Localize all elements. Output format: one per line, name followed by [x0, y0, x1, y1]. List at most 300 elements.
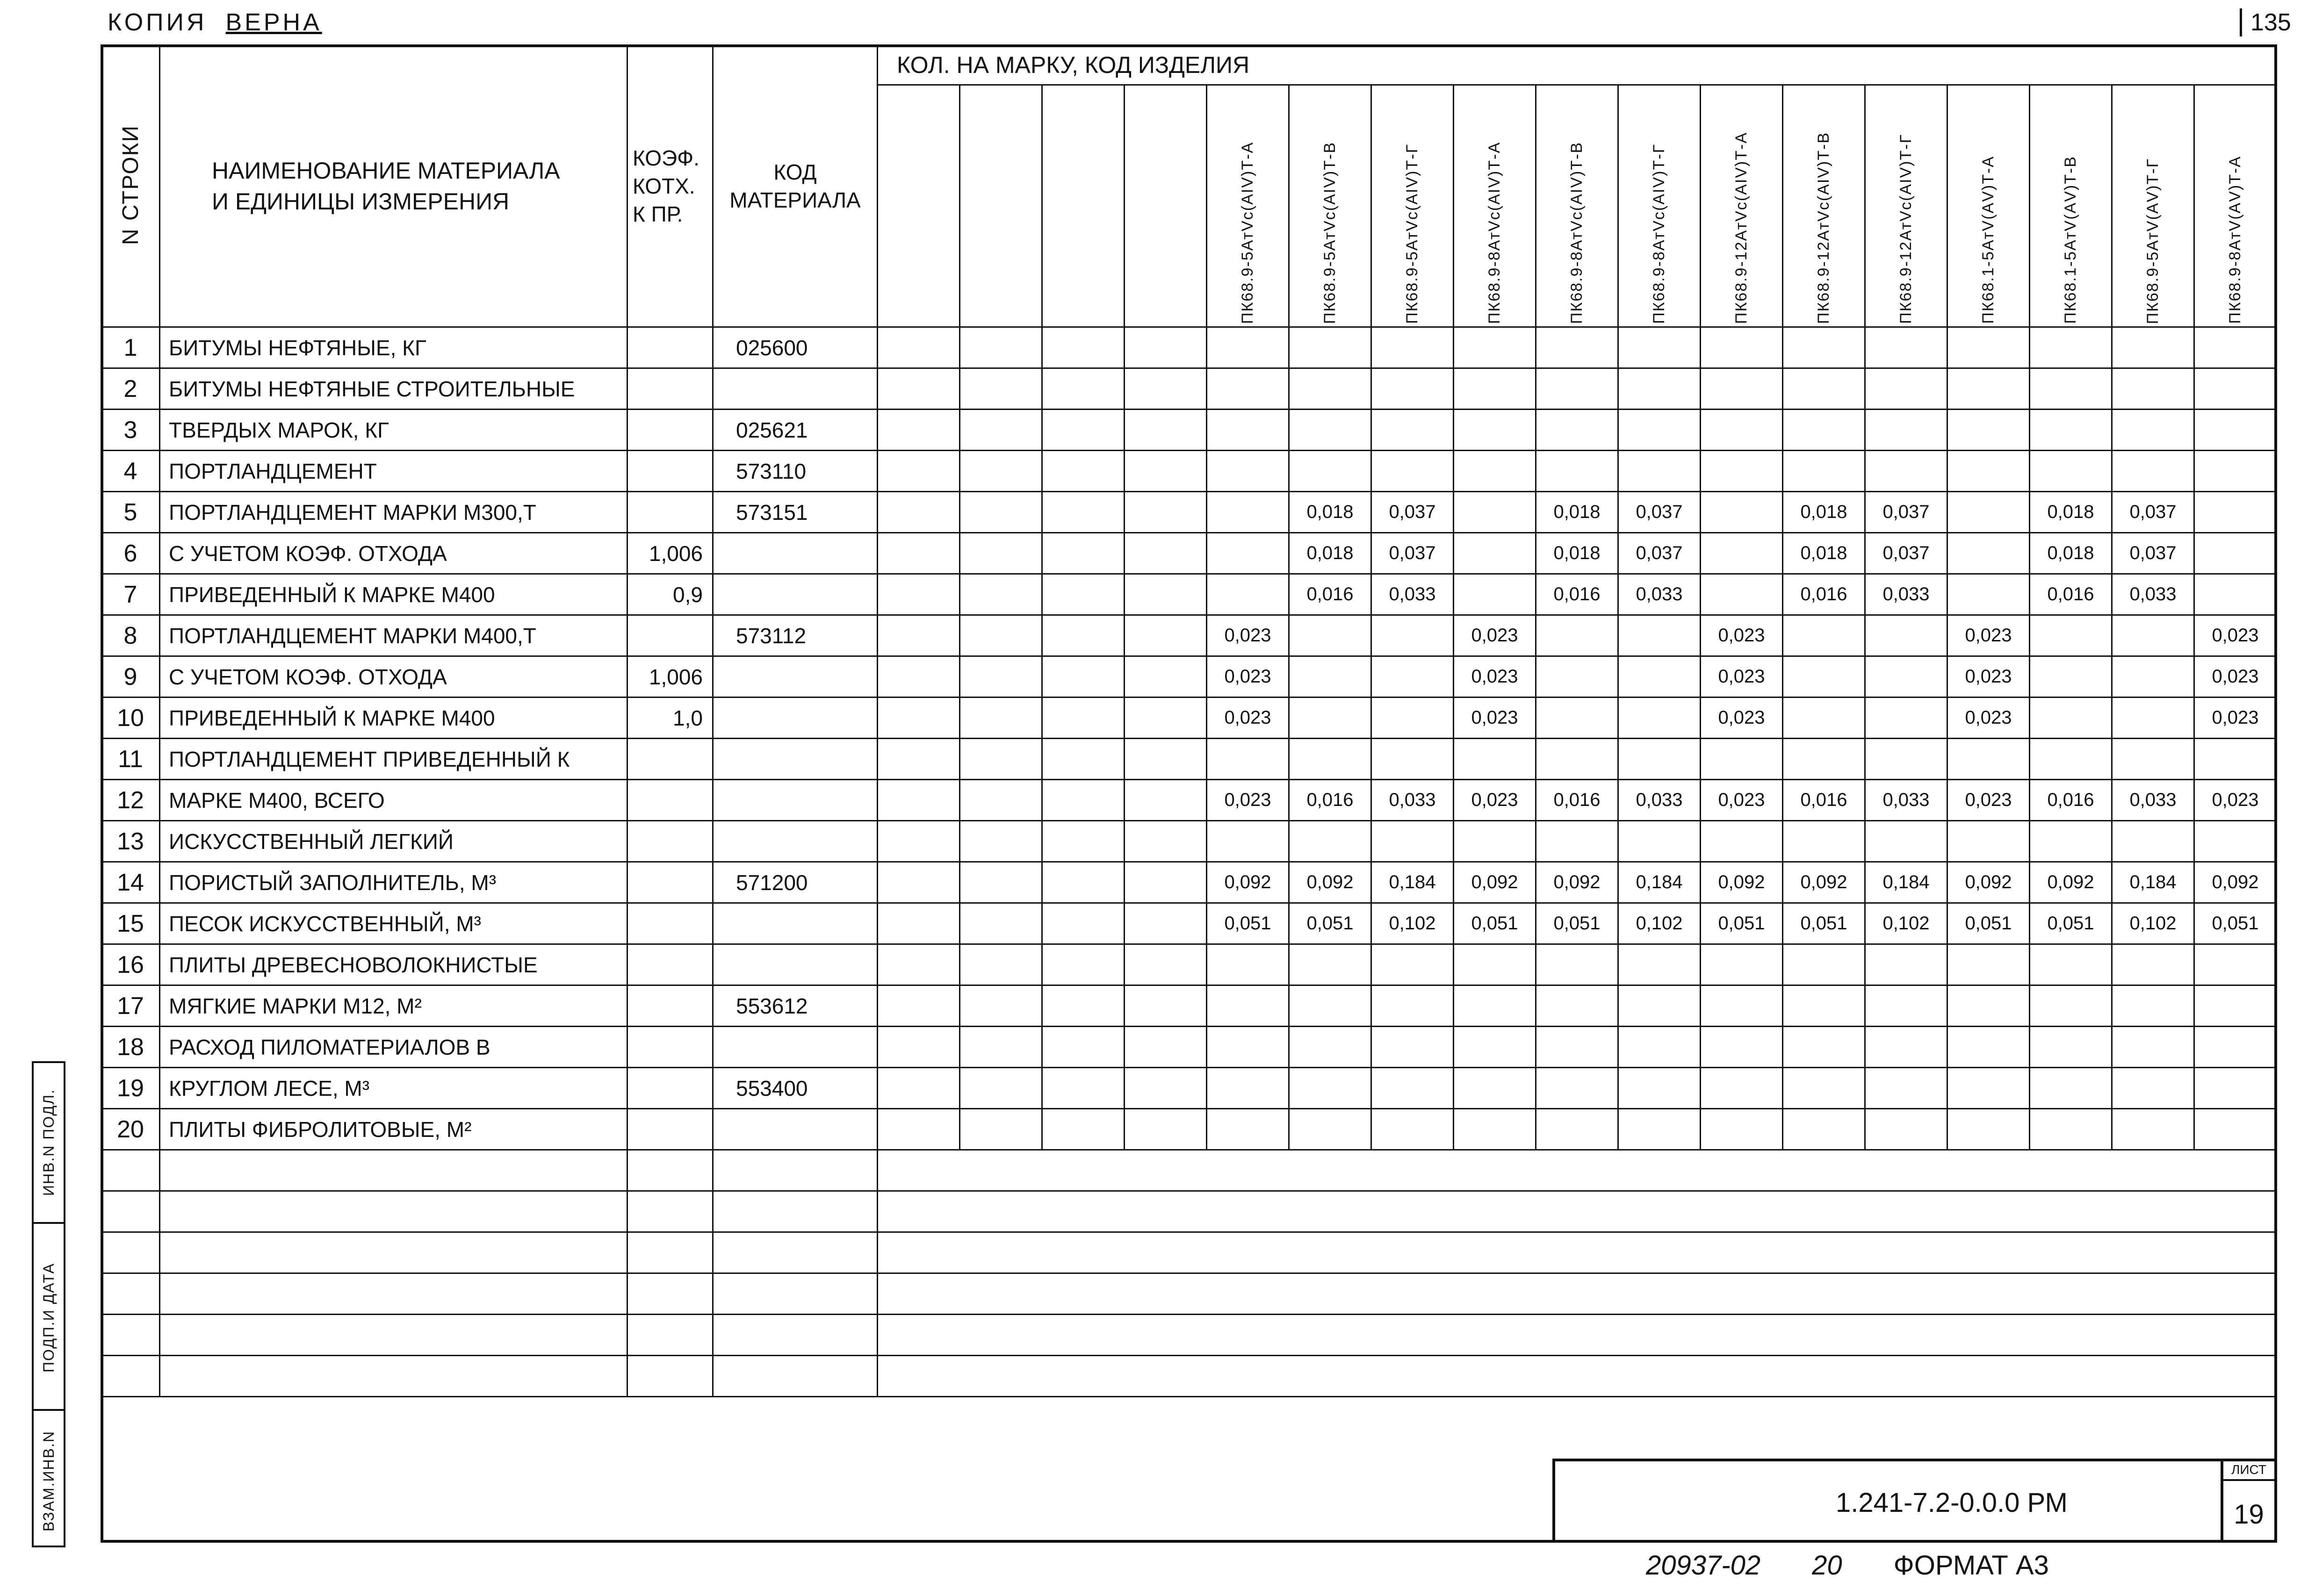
- product-col-blank: [1042, 85, 1125, 327]
- qty-blank-cell: [1125, 1068, 1207, 1109]
- qty-cell: 0,037: [1618, 492, 1701, 533]
- qty-cell: [1783, 985, 1865, 1027]
- qty-cell: [1289, 944, 1371, 985]
- qty-cell: [1701, 1027, 1783, 1068]
- empty-cell: [1701, 1356, 1783, 1397]
- empty-cell: [627, 1356, 713, 1397]
- qty-cell: [1701, 368, 1783, 410]
- empty-cell: [960, 1273, 1042, 1315]
- material-code: [713, 574, 878, 615]
- header-koef: [627, 45, 713, 327]
- qty-blank-cell: [960, 985, 1042, 1027]
- empty-cell: [627, 1191, 713, 1232]
- qty-cell: [1536, 656, 1618, 697]
- qty-cell: [2030, 697, 2112, 739]
- qty-cell: [1947, 1068, 2030, 1109]
- empty-cell: [1371, 1273, 1454, 1315]
- qty-blank-cell: [1125, 492, 1207, 533]
- table-row: [101, 1068, 2277, 1109]
- table-row: [101, 656, 2277, 697]
- empty-cell: [1618, 1315, 1701, 1356]
- qty-cell: 0,018: [1783, 533, 1865, 574]
- qty-cell: [1289, 1109, 1371, 1150]
- qty-cell: [1289, 656, 1371, 697]
- qty-cell: [1536, 410, 1618, 451]
- materials-table: [101, 44, 2277, 1397]
- qty-cell: [1865, 327, 1947, 368]
- qty-blank-cell: [960, 1027, 1042, 1068]
- empty-cell: [1947, 1315, 2030, 1356]
- qty-blank-cell: [878, 368, 960, 410]
- table-row: [101, 1027, 2277, 1068]
- empty-cell: [1618, 1232, 1701, 1273]
- qty-blank-cell: [878, 821, 960, 862]
- table-row-empty: [101, 1273, 2277, 1315]
- qty-blank-cell: [960, 574, 1042, 615]
- empty-cell: [2112, 1356, 2194, 1397]
- qty-cell: [1701, 327, 1783, 368]
- empty-cell: [1947, 1150, 2030, 1191]
- qty-cell: 0,023: [2194, 656, 2277, 697]
- product-code-text: ПК68.9-5АтVс(АIV)Т-А: [1239, 141, 1256, 324]
- material-code: 571200: [713, 862, 878, 903]
- empty-cell: [101, 1315, 160, 1356]
- table-row-empty: [101, 1232, 2277, 1273]
- row-number: 2: [101, 368, 160, 410]
- empty-cell: [1371, 1315, 1454, 1356]
- qty-blank-cell: [878, 615, 960, 656]
- qty-cell: [1865, 1027, 1947, 1068]
- qty-cell: [2030, 821, 2112, 862]
- qty-cell: [1618, 944, 1701, 985]
- empty-cell: [1454, 1356, 1536, 1397]
- qty-cell: [1371, 1068, 1454, 1109]
- product-code-text: ПК68.9-8АтVс(АIV)Т-В: [1568, 141, 1586, 324]
- copy-note: [108, 8, 322, 36]
- qty-cell: [1371, 697, 1454, 739]
- qty-blank-cell: [1125, 903, 1207, 944]
- qty-cell: 0,018: [1536, 492, 1618, 533]
- product-code-text: ПК68.1-5АтV(АV)Т-В: [2062, 156, 2079, 324]
- qty-cell: [1865, 697, 1947, 739]
- material-name: ПОРТЛАНДЦЕМЕНТ ПРИВЕДЕННЫЙ К: [160, 739, 627, 780]
- qty-cell: 0,033: [1618, 780, 1701, 821]
- koef-value: [627, 862, 713, 903]
- qty-cell: 0,016: [1536, 574, 1618, 615]
- empty-cell: [101, 1232, 160, 1273]
- empty-cell: [2030, 1356, 2112, 1397]
- qty-blank-cell: [1125, 410, 1207, 451]
- qty-cell: [1371, 410, 1454, 451]
- qty-cell: 0,023: [1701, 656, 1783, 697]
- empty-cell: [713, 1191, 878, 1232]
- empty-cell: [713, 1232, 878, 1273]
- product-code-header: [1701, 85, 1783, 327]
- copy-note-label: КОПИЯ: [108, 9, 207, 36]
- qty-cell: [1207, 574, 1289, 615]
- table-row: [101, 821, 2277, 862]
- qty-blank-cell: [1042, 1068, 1125, 1109]
- qty-cell: 0,037: [1865, 533, 1947, 574]
- row-number: 12: [101, 780, 160, 821]
- qty-cell: [1207, 492, 1289, 533]
- footer: [1646, 1550, 2100, 1581]
- empty-cell: [1536, 1356, 1618, 1397]
- product-code-header: [1454, 85, 1536, 327]
- material-name: БИТУМЫ НЕФТЯНЫЕ СТРОИТЕЛЬНЫЕ: [160, 368, 627, 410]
- qty-blank-cell: [1125, 368, 1207, 410]
- material-name: ТВЕРДЫХ МАРОК, КГ: [160, 410, 627, 451]
- qty-cell: [1618, 697, 1701, 739]
- qty-cell: [1865, 615, 1947, 656]
- material-code: 573110: [713, 451, 878, 492]
- qty-blank-cell: [960, 1068, 1042, 1109]
- qty-cell: 0,102: [2112, 903, 2194, 944]
- empty-cell: [1125, 1232, 1207, 1273]
- empty-cell: [1454, 1232, 1536, 1273]
- qty-cell: [2030, 656, 2112, 697]
- qty-blank-cell: [1042, 903, 1125, 944]
- side-stamp-inv-no-text: ИНВ.N ПОДЛ.: [40, 1089, 57, 1196]
- qty-blank-cell: [960, 1109, 1042, 1150]
- empty-cell: [878, 1150, 960, 1191]
- qty-cell: [1371, 656, 1454, 697]
- qty-cell: 0,051: [1454, 903, 1536, 944]
- qty-blank-cell: [960, 780, 1042, 821]
- empty-cell: [960, 1356, 1042, 1397]
- empty-cell: [1371, 1232, 1454, 1273]
- empty-cell: [960, 1232, 1042, 1273]
- qty-cell: 0,051: [1207, 903, 1289, 944]
- qty-cell: [1783, 327, 1865, 368]
- qty-cell: [1207, 985, 1289, 1027]
- row-number: 15: [101, 903, 160, 944]
- qty-cell: [1536, 944, 1618, 985]
- qty-blank-cell: [1125, 697, 1207, 739]
- row-number: 8: [101, 615, 160, 656]
- material-name: МАРКЕ М400, ВСЕГО: [160, 780, 627, 821]
- koef-value: [627, 615, 713, 656]
- table-row: [101, 862, 2277, 903]
- qty-cell: [2112, 451, 2194, 492]
- qty-cell: 0,102: [1865, 903, 1947, 944]
- product-code-header: [1207, 85, 1289, 327]
- qty-cell: [1701, 821, 1783, 862]
- qty-cell: 0,102: [1371, 903, 1454, 944]
- qty-cell: [2112, 410, 2194, 451]
- row-number: 7: [101, 574, 160, 615]
- qty-cell: 0,102: [1618, 903, 1701, 944]
- qty-cell: [1783, 1027, 1865, 1068]
- empty-cell: [1207, 1232, 1289, 1273]
- qty-cell: [2112, 615, 2194, 656]
- koef-value: [627, 821, 713, 862]
- qty-cell: [1618, 451, 1701, 492]
- empty-cell: [1289, 1232, 1371, 1273]
- qty-cell: [2194, 451, 2277, 492]
- qty-cell: 0,023: [2194, 780, 2277, 821]
- empty-cell: [1125, 1315, 1207, 1356]
- qty-cell: [1536, 1068, 1618, 1109]
- empty-cell: [1454, 1150, 1536, 1191]
- material-code: [713, 739, 878, 780]
- empty-cell: [1536, 1273, 1618, 1315]
- empty-cell: [1947, 1273, 2030, 1315]
- empty-cell: [160, 1273, 627, 1315]
- qty-cell: 0,051: [1947, 903, 2030, 944]
- qty-cell: 0,018: [1536, 533, 1618, 574]
- qty-cell: [1454, 574, 1536, 615]
- material-code: [713, 1027, 878, 1068]
- qty-cell: 0,018: [1289, 533, 1371, 574]
- qty-cell: 0,092: [1947, 862, 2030, 903]
- product-code-header: [1618, 85, 1701, 327]
- qty-cell: [1618, 327, 1701, 368]
- qty-blank-cell: [878, 410, 960, 451]
- qty-cell: 0,023: [1207, 615, 1289, 656]
- empty-cell: [627, 1315, 713, 1356]
- qty-cell: 0,023: [2194, 615, 2277, 656]
- qty-blank-cell: [878, 780, 960, 821]
- qty-cell: [1289, 615, 1371, 656]
- empty-cell: [1865, 1232, 1947, 1273]
- qty-cell: 0,184: [1865, 862, 1947, 903]
- empty-cell: [160, 1232, 627, 1273]
- qty-cell: [1947, 985, 2030, 1027]
- qty-cell: 0,033: [2112, 574, 2194, 615]
- side-stamp-replacing-inv-text: ВЗАМ.ИНВ.N: [40, 1431, 57, 1531]
- table-row: [101, 410, 2277, 451]
- empty-cell: [2030, 1273, 2112, 1315]
- product-col-blank: [960, 85, 1042, 327]
- row-number: 17: [101, 985, 160, 1027]
- qty-cell: 0,051: [1701, 903, 1783, 944]
- material-name: МЯГКИЕ МАРКИ М12, М²: [160, 985, 627, 1027]
- qty-cell: 0,016: [1289, 574, 1371, 615]
- empty-cell: [2030, 1315, 2112, 1356]
- side-stamp-inv-no: [34, 1063, 64, 1222]
- qty-cell: [1701, 410, 1783, 451]
- qty-cell: [1618, 1068, 1701, 1109]
- qty-cell: [1865, 985, 1947, 1027]
- qty-blank-cell: [878, 574, 960, 615]
- empty-cell: [1371, 1356, 1454, 1397]
- empty-cell: [1783, 1232, 1865, 1273]
- qty-cell: [1289, 1068, 1371, 1109]
- empty-cell: [1701, 1191, 1783, 1232]
- document-code: 1.241-7.2-0.0.0 РМ: [1836, 1488, 2068, 1518]
- koef-value: 1,0: [627, 697, 713, 739]
- qty-cell: [1947, 739, 2030, 780]
- footer-order: 20937-02: [1646, 1550, 1761, 1581]
- koef-value: [627, 410, 713, 451]
- qty-cell: [2194, 821, 2277, 862]
- table-row: [101, 533, 2277, 574]
- row-number: 5: [101, 492, 160, 533]
- empty-cell: [1454, 1273, 1536, 1315]
- qty-blank-cell: [960, 821, 1042, 862]
- qty-cell: [1618, 821, 1701, 862]
- product-code-header: [2194, 85, 2277, 327]
- qty-blank-cell: [1042, 574, 1125, 615]
- qty-cell: [2194, 985, 2277, 1027]
- qty-cell: [2112, 368, 2194, 410]
- empty-cell: [878, 1356, 960, 1397]
- header-row-number: [101, 45, 160, 327]
- empty-cell: [1783, 1356, 1865, 1397]
- empty-cell: [2112, 1150, 2194, 1191]
- qty-cell: [1289, 410, 1371, 451]
- qty-cell: 0,023: [1947, 780, 2030, 821]
- qty-blank-cell: [960, 697, 1042, 739]
- empty-cell: [1289, 1315, 1371, 1356]
- qty-cell: [1536, 821, 1618, 862]
- table-row: [101, 697, 2277, 739]
- empty-cell: [1865, 1315, 1947, 1356]
- qty-blank-cell: [1042, 451, 1125, 492]
- material-code: 553400: [713, 1068, 878, 1109]
- qty-cell: [1536, 615, 1618, 656]
- qty-cell: [1454, 1068, 1536, 1109]
- qty-cell: 0,023: [1207, 780, 1289, 821]
- material-code: [713, 697, 878, 739]
- qty-cell: 0,018: [2030, 533, 2112, 574]
- material-code: [713, 903, 878, 944]
- qty-cell: 0,023: [1947, 615, 2030, 656]
- qty-cell: [2030, 739, 2112, 780]
- empty-cell: [160, 1191, 627, 1232]
- qty-cell: [1536, 739, 1618, 780]
- qty-blank-cell: [878, 1109, 960, 1150]
- koef-value: [627, 368, 713, 410]
- qty-blank-cell: [878, 903, 960, 944]
- header-code-text: КОД МАТЕРИАЛА: [729, 160, 861, 212]
- qty-cell: [1289, 821, 1371, 862]
- qty-cell: 0,092: [2030, 862, 2112, 903]
- koef-value: [627, 903, 713, 944]
- material-name: БИТУМЫ НЕФТЯНЫЕ, КГ: [160, 327, 627, 368]
- qty-cell: [1207, 1109, 1289, 1150]
- empty-cell: [627, 1150, 713, 1191]
- product-code-text: ПК68.9-5АтVс(АIV)Т-Г: [1403, 144, 1421, 324]
- empty-cell: [878, 1232, 960, 1273]
- qty-cell: 0,016: [2030, 574, 2112, 615]
- qty-blank-cell: [878, 985, 960, 1027]
- qty-blank-cell: [960, 368, 1042, 410]
- qty-cell: 0,092: [1289, 862, 1371, 903]
- empty-cell: [1947, 1191, 2030, 1232]
- qty-blank-cell: [1125, 533, 1207, 574]
- empty-cell: [878, 1273, 960, 1315]
- qty-blank-cell: [1125, 615, 1207, 656]
- qty-cell: [1289, 739, 1371, 780]
- qty-cell: 0,184: [1371, 862, 1454, 903]
- qty-cell: [1865, 368, 1947, 410]
- qty-cell: 0,023: [2194, 697, 2277, 739]
- product-code-header: [1783, 85, 1865, 327]
- qty-cell: [1865, 1109, 1947, 1150]
- empty-cell: [1618, 1191, 1701, 1232]
- qty-cell: [1289, 368, 1371, 410]
- qty-blank-cell: [1042, 821, 1125, 862]
- qty-cell: 0,016: [1783, 574, 1865, 615]
- qty-cell: [1454, 492, 1536, 533]
- qty-cell: [1454, 739, 1536, 780]
- qty-blank-cell: [960, 451, 1042, 492]
- product-code-text: ПК68.9-8АтV(АV)Т-А: [2226, 156, 2244, 324]
- table-row: [101, 615, 2277, 656]
- qty-cell: 0,016: [1783, 780, 1865, 821]
- qty-blank-cell: [1125, 985, 1207, 1027]
- title-block: [1552, 1459, 2277, 1543]
- empty-cell: [1454, 1315, 1536, 1356]
- material-code: [713, 821, 878, 862]
- qty-cell: [1865, 1068, 1947, 1109]
- empty-cell: [960, 1191, 1042, 1232]
- qty-cell: [1783, 451, 1865, 492]
- empty-cell: [1865, 1273, 1947, 1315]
- product-code-text: ПК68.9-5АтV(АV)Т-Г: [2144, 158, 2162, 324]
- qty-cell: [2112, 944, 2194, 985]
- empty-cell: [1947, 1356, 2030, 1397]
- qty-cell: [1701, 574, 1783, 615]
- qty-cell: [2030, 1027, 2112, 1068]
- empty-cell: [2112, 1273, 2194, 1315]
- table-row: [101, 944, 2277, 985]
- qty-cell: [1701, 533, 1783, 574]
- koef-value: [627, 1068, 713, 1109]
- empty-cell: [1125, 1191, 1207, 1232]
- empty-cell: [1783, 1150, 1865, 1191]
- qty-cell: 0,033: [2112, 780, 2194, 821]
- empty-cell: [713, 1150, 878, 1191]
- koef-value: [627, 985, 713, 1027]
- qty-cell: [1618, 739, 1701, 780]
- material-code: 573151: [713, 492, 878, 533]
- qty-blank-cell: [960, 410, 1042, 451]
- qty-cell: [2194, 574, 2277, 615]
- qty-blank-cell: [1042, 985, 1125, 1027]
- qty-blank-cell: [960, 903, 1042, 944]
- qty-cell: [1783, 368, 1865, 410]
- empty-cell: [1042, 1356, 1125, 1397]
- qty-blank-cell: [1125, 1109, 1207, 1150]
- empty-cell: [1371, 1191, 1454, 1232]
- qty-cell: 0,023: [1207, 656, 1289, 697]
- product-code-header: [1947, 85, 2030, 327]
- row-number: 20: [101, 1109, 160, 1150]
- empty-cell: [1865, 1191, 1947, 1232]
- product-code-header: [1865, 85, 1947, 327]
- qty-cell: 0,023: [1454, 615, 1536, 656]
- empty-cell: [1536, 1191, 1618, 1232]
- qty-cell: [2030, 327, 2112, 368]
- material-code: 025621: [713, 410, 878, 451]
- qty-cell: [1783, 656, 1865, 697]
- material-name: ПРИВЕДЕННЫЙ К МАРКЕ М400: [160, 574, 627, 615]
- qty-cell: [1207, 821, 1289, 862]
- qty-cell: [2194, 492, 2277, 533]
- qty-cell: 0,018: [1783, 492, 1865, 533]
- qty-blank-cell: [1125, 574, 1207, 615]
- empty-cell: [2112, 1191, 2194, 1232]
- qty-cell: [1454, 451, 1536, 492]
- qty-blank-cell: [1125, 780, 1207, 821]
- header-material-name: [160, 45, 627, 327]
- qty-cell: [1454, 1109, 1536, 1150]
- qty-cell: [1783, 739, 1865, 780]
- header-koef-text: КОЭФ. КОТХ. К ПР.: [633, 146, 700, 226]
